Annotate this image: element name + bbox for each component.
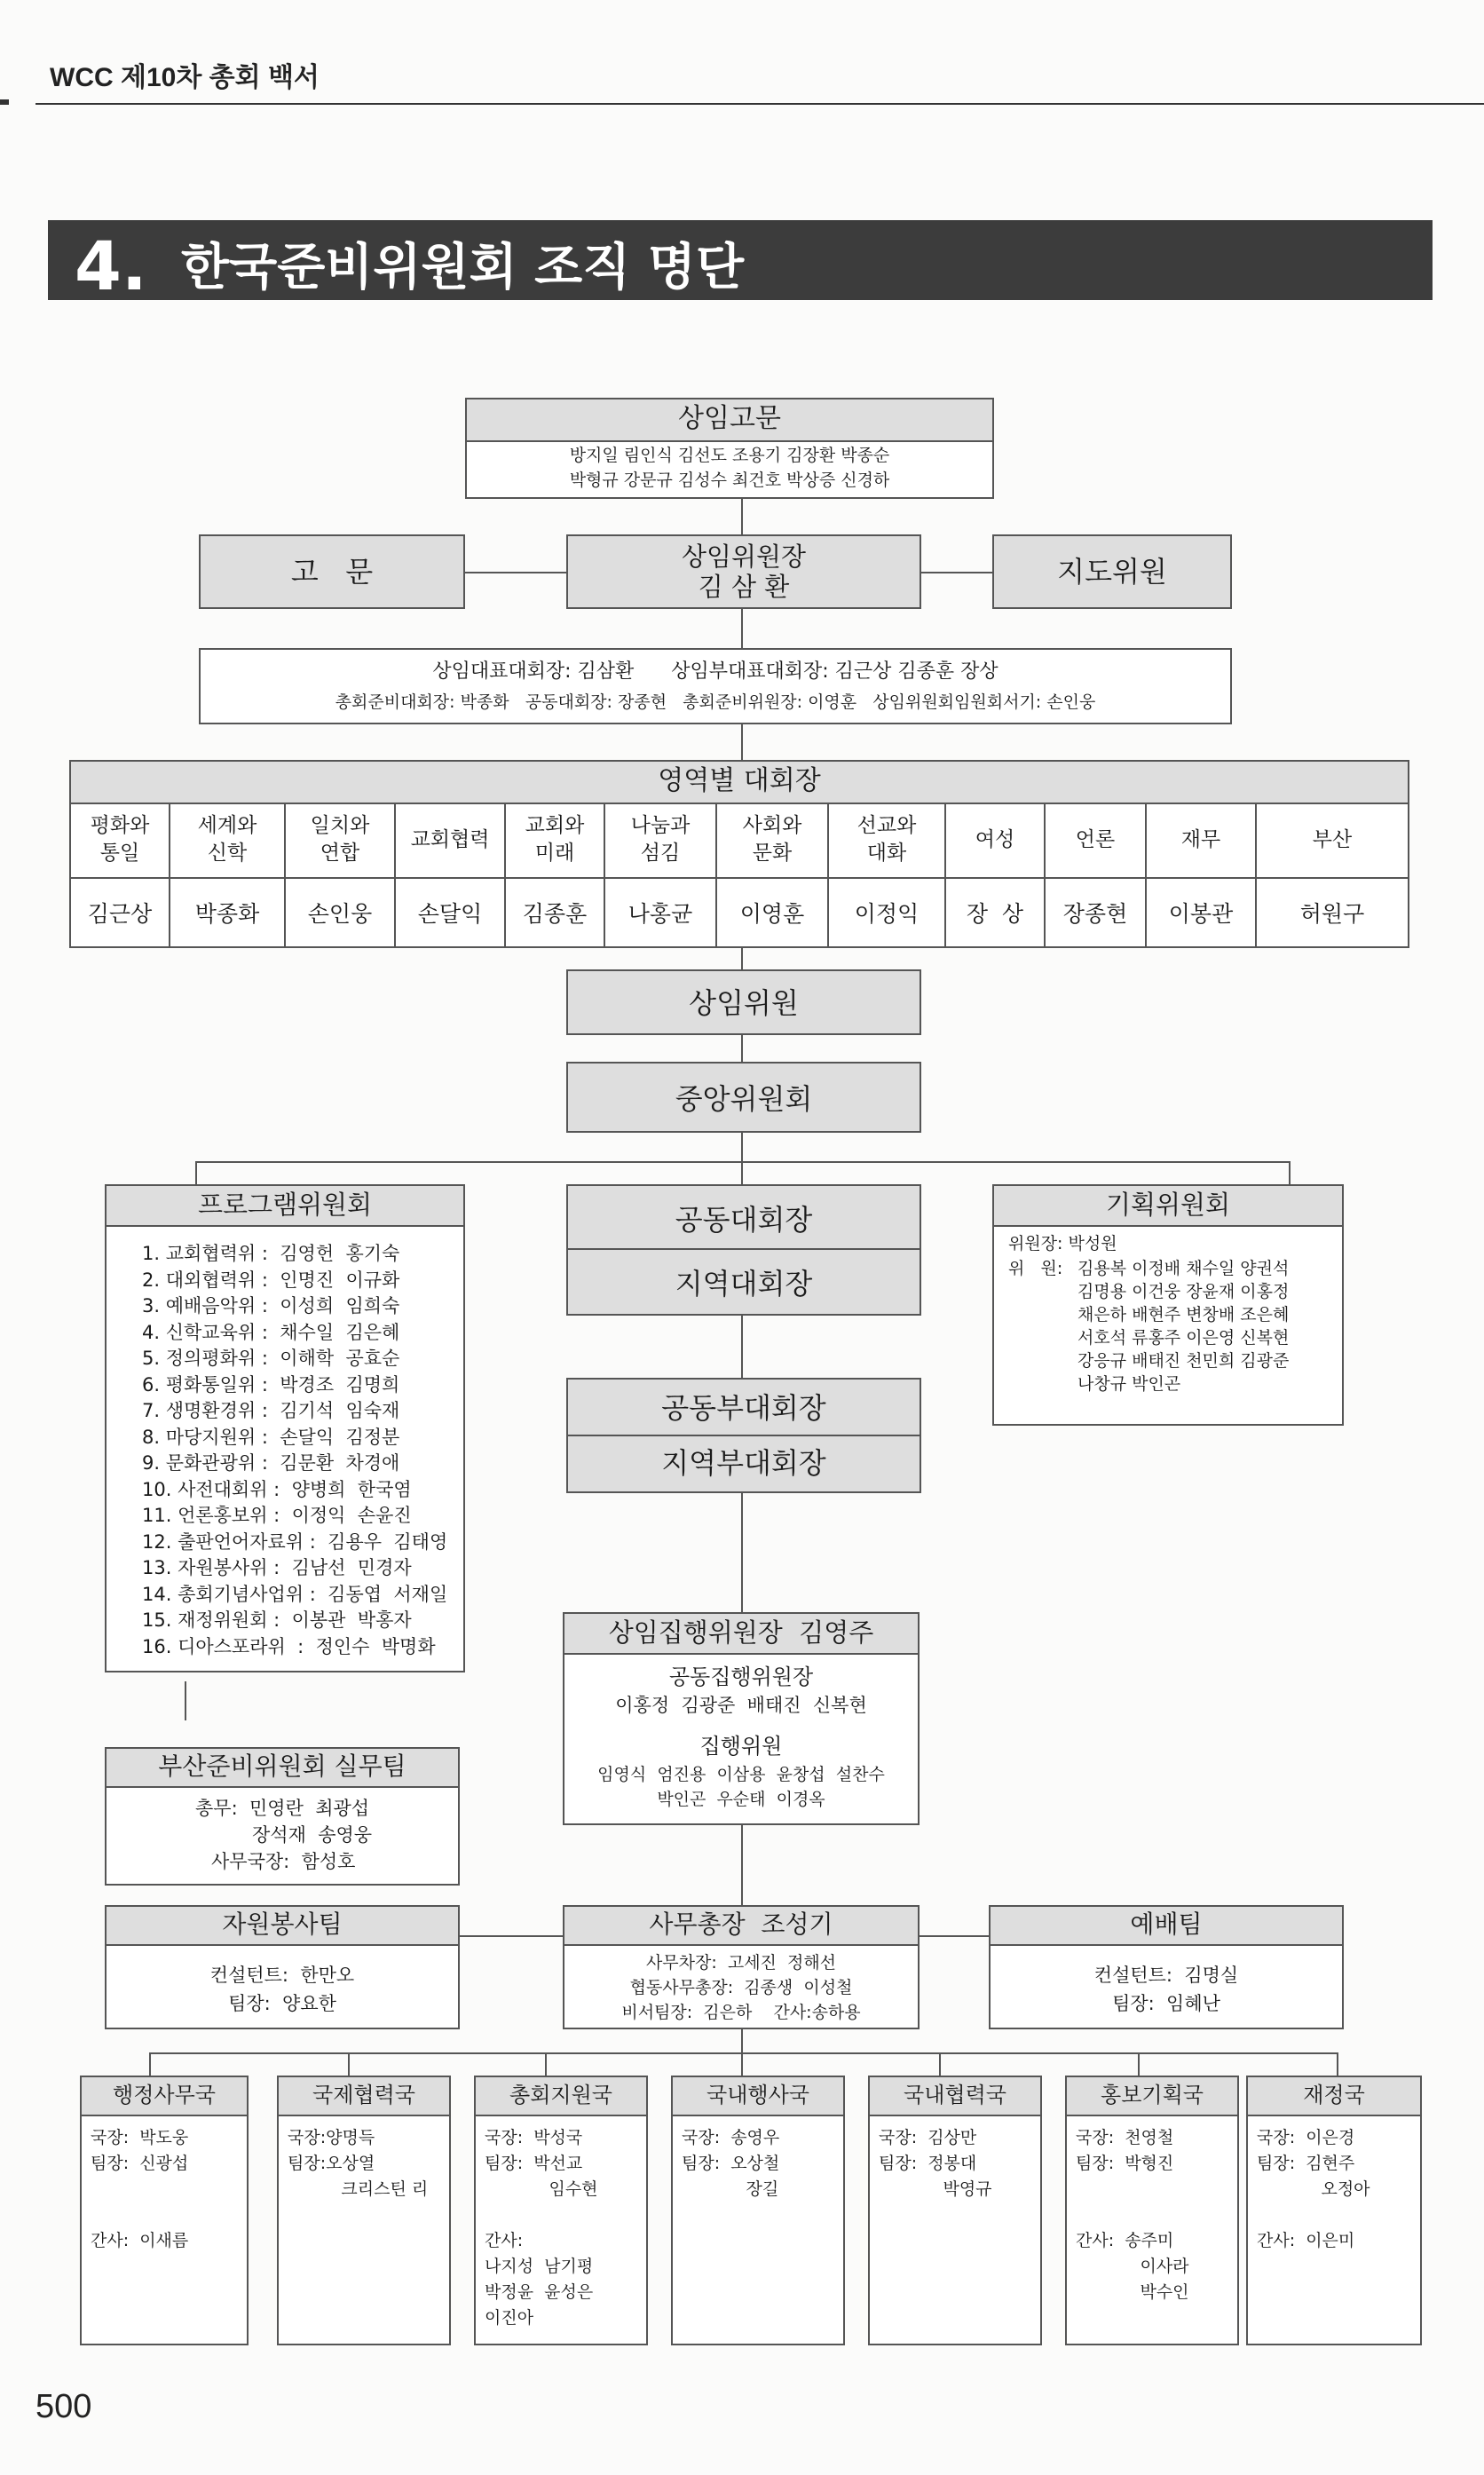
- department-line: 국장: 송영우: [682, 2128, 780, 2147]
- domain-area-2: 세계와 신학: [170, 803, 286, 877]
- adviser-title: 고 문: [290, 555, 374, 589]
- domain-president-4: 손달익: [396, 879, 506, 948]
- connector: [939, 2052, 941, 2076]
- program-list: [142, 1241, 447, 1660]
- department-line: 국장: 박성국: [485, 2128, 583, 2147]
- domain-president-1: 김근상: [71, 879, 170, 948]
- planning-member-line: 채은하 배현주 변창배 조은혜: [1077, 1305, 1290, 1324]
- planning-chair: 위원장: 박성원: [1008, 1234, 1117, 1253]
- connector: [1337, 2052, 1338, 2076]
- worship-team-box: [989, 1905, 1344, 2029]
- department-line: 임수현: [485, 2179, 598, 2199]
- domain-presidents-table: [69, 760, 1409, 948]
- chair-box: [566, 534, 921, 609]
- co-presidents-top: 공동대회장: [675, 1203, 813, 1237]
- domain-area-11: 재무: [1147, 803, 1257, 877]
- department-members: [1257, 2125, 1370, 2254]
- header-tick: [0, 99, 9, 105]
- domain-president-9: 장 상: [946, 879, 1046, 948]
- divider: [568, 1435, 920, 1436]
- program-item: 4. 신학교육위 : 채수일 김은혜: [142, 1321, 400, 1343]
- domain-area-7: 사회와 문화: [717, 803, 829, 877]
- secretary-general-line1: 사무차장: 고세진 정해선: [645, 1953, 837, 1973]
- header-rule: [36, 103, 1484, 105]
- domain-columns: [71, 803, 1408, 946]
- worship-team-line2: 팀장: 임혜난: [1112, 1993, 1220, 2014]
- department-members: [288, 2125, 428, 2202]
- adviser-box: [199, 534, 465, 609]
- department-line: 간사: 송주미: [1076, 2231, 1174, 2250]
- department-line: 국장: 박도웅: [91, 2128, 189, 2147]
- connector: [545, 2052, 547, 2076]
- department-line: 팀장: 김현주: [1257, 2154, 1355, 2173]
- department-line: 박정윤 윤성은: [485, 2282, 594, 2302]
- planning-member-line: 나창규 박인곤: [1077, 1374, 1181, 1394]
- busan-team-line1: 총무: 민영란 최광섭: [195, 1798, 370, 1819]
- connector: [348, 2052, 350, 2076]
- department-line: [1076, 2177, 1189, 2202]
- chair-title: 상임위원장: [681, 542, 807, 572]
- program-item: 9. 문화관광위 : 김문환 차경애: [142, 1452, 400, 1474]
- domain-president-2: 박종화: [170, 879, 286, 948]
- volunteer-team-line2: 팀장: 양요한: [228, 1993, 336, 2014]
- department-line: 이진아: [485, 2308, 534, 2328]
- executive-members-title: 집행위원: [699, 1734, 783, 1759]
- domain-president-11: 이봉관: [1147, 879, 1257, 948]
- department-box: [80, 2076, 249, 2345]
- domain-president-10: 장종현: [1046, 879, 1147, 948]
- domain-area-9: 여성: [946, 803, 1046, 877]
- page-number: 500: [36, 2388, 92, 2425]
- department-line: 간사:: [485, 2231, 524, 2250]
- department-line: 국장: 천영철: [1076, 2128, 1174, 2147]
- directing-box: [992, 534, 1232, 609]
- directing-title: 지도위원: [1057, 555, 1167, 589]
- department-line: [91, 2202, 188, 2228]
- department-members: [91, 2125, 188, 2254]
- department-line: 팀장: 박형진: [1076, 2154, 1174, 2173]
- domain-area-10: 언론: [1046, 803, 1147, 877]
- department-title: 국내행사국: [673, 2077, 843, 2116]
- connector: [185, 1681, 186, 1720]
- worship-team-title: 예배팀: [991, 1907, 1342, 1946]
- volunteer-team-title: 자원봉사팀: [107, 1907, 458, 1946]
- secretary-general-box: [563, 1905, 920, 2029]
- connector: [195, 1161, 1289, 1163]
- section-number: 4.: [75, 226, 147, 305]
- domain-area-12: 부산: [1312, 827, 1353, 851]
- domain-president-12: 허원구: [1299, 900, 1365, 927]
- department-title: 홍보기획국: [1067, 2077, 1237, 2116]
- domain-row-divider: [71, 877, 1408, 879]
- connector: [465, 572, 568, 573]
- co-presidents-bottom: 지역대회장: [675, 1267, 813, 1301]
- program-item: 10. 사전대회위 : 양병희 한국염: [142, 1478, 412, 1500]
- department-line: [1257, 2202, 1370, 2228]
- department-line: 박수인: [1076, 2282, 1189, 2302]
- busan-team-line2: 장석재 송영웅: [252, 1824, 373, 1846]
- program-item: 15. 재정위원회 : 이봉관 박홍자: [142, 1609, 412, 1631]
- executive-title: 상임집행위원장 김영주: [564, 1614, 918, 1655]
- chair-name: 김 삼 환: [698, 572, 790, 602]
- department-box: [1246, 2076, 1422, 2345]
- secretary-general-title: 사무총장 조성기: [564, 1907, 918, 1946]
- busan-team-box: [105, 1747, 460, 1886]
- connector: [1289, 1161, 1291, 1184]
- connector: [1138, 2052, 1140, 2076]
- department-members: [485, 2125, 598, 2331]
- program-item: 3. 예배음악위 : 이성희 임희숙: [142, 1295, 400, 1317]
- co-presidents-box: [566, 1184, 921, 1316]
- program-committee-box: [105, 1184, 465, 1672]
- secretary-general-line2: 협동사무총장: 김종생 이성철: [629, 1978, 853, 1997]
- department-members: [1076, 2125, 1189, 2305]
- busan-team-title: 부산준비위원회 실무팀: [107, 1749, 458, 1788]
- department-line: 국장: 김상만: [879, 2128, 977, 2147]
- department-line: 간사: 이은미: [1257, 2231, 1355, 2250]
- co-vice-bottom: 지역부대회장: [661, 1446, 826, 1480]
- presidents-line2: 총회준비대회장: 박종화 공동대회장: 장종현 총회준비위원장: 이영훈 상임위원회임원회서기: 손인웅: [335, 692, 1096, 712]
- domain-president-6: 나홍균: [605, 879, 717, 948]
- program-committee-title: 프로그램위원회: [107, 1186, 463, 1227]
- standing-advisors-title: 상임고문: [467, 399, 992, 442]
- executive-box: [563, 1612, 920, 1825]
- standing-advisors-line1: 방지일 림인식 김선도 조용기 김장환 박종순: [569, 446, 890, 465]
- department-box: [671, 2076, 845, 2345]
- co-vice-top: 공동부대회장: [661, 1391, 826, 1425]
- domain-area-8: 선교와 대화: [829, 803, 946, 877]
- connector: [149, 2052, 1338, 2054]
- department-line: 간사: 이새름: [91, 2231, 189, 2250]
- section-banner: [48, 220, 1433, 305]
- department-line: 팀장: 신광섭: [91, 2154, 189, 2173]
- program-item: 8. 마당지원위 : 손달익 김정분: [142, 1426, 400, 1448]
- department-box: [474, 2076, 648, 2345]
- standing-members-title: 상임위원: [689, 986, 799, 1020]
- program-item: 2. 대외협력위 : 인명진 이규화: [142, 1269, 400, 1291]
- program-item: 14. 총회기념사업위 : 김동엽 서재일: [142, 1583, 448, 1605]
- planning-members-label: 위 원:: [1008, 1259, 1063, 1278]
- planning-member-line: 서호석 류홍주 이은영 신복현: [1077, 1328, 1290, 1348]
- secretary-general-line3: 비서팀장: 김은하 간사:송하용: [621, 2003, 861, 2022]
- department-line: 박영규: [879, 2179, 992, 2199]
- running-header: WCC 제10차 총회 백서: [50, 63, 320, 92]
- department-title: 국내협력국: [870, 2077, 1040, 2116]
- department-title: 총회지원국: [476, 2077, 646, 2116]
- department-members: [879, 2125, 992, 2202]
- department-line: [1076, 2202, 1189, 2228]
- executive-members-line2: 박인곤 우순태 이경옥: [657, 1790, 825, 1809]
- department-line: 팀장: 정봉대: [879, 2154, 977, 2173]
- divider: [568, 1248, 920, 1250]
- department-line: [91, 2177, 188, 2202]
- department-members: [682, 2125, 779, 2202]
- program-item: 12. 출판언어자료위 : 김용우 김태영: [142, 1530, 448, 1553]
- domain-area-4: 교회협력: [396, 803, 506, 877]
- connector: [920, 572, 994, 573]
- connector: [149, 2052, 151, 2076]
- department-title: 행정사무국: [82, 2077, 247, 2116]
- department-title: 재정국: [1248, 2077, 1420, 2116]
- department-line: 팀장: 박선교: [485, 2154, 583, 2173]
- executive-members-line1: 임영식 엄진용 이삼용 윤창섭 설찬수: [597, 1765, 885, 1784]
- domain-president-5: 김종훈: [506, 879, 605, 948]
- executive-co-names: 이홍정 김광준 배태진 신복현: [615, 1695, 867, 1716]
- program-item: 5. 정의평화위 : 이해학 공효순: [142, 1348, 400, 1369]
- presidents-box: [199, 648, 1232, 724]
- department-box: [868, 2076, 1042, 2345]
- domain-area-5: 교회와 미래: [506, 803, 605, 877]
- volunteer-team-box: [105, 1905, 460, 2029]
- program-item: 16. 디아스포라위 : 정인수 박명화: [142, 1635, 436, 1657]
- connector: [458, 1935, 564, 1937]
- domain-area-3: 일치와 연합: [286, 803, 396, 877]
- department-title: 국제협력국: [279, 2077, 449, 2116]
- domain-president-7: 이영훈: [717, 879, 829, 948]
- connector: [195, 1161, 197, 1184]
- section-title: 한국준비위원회 조직 명단: [181, 239, 745, 297]
- domain-presidents-title: 영역별 대회장: [71, 762, 1408, 804]
- program-item: 1. 교회협력위 : 김영헌 홍기숙: [142, 1243, 400, 1264]
- domain-president-8: 이정익: [829, 879, 946, 948]
- central-committee-box: [566, 1062, 921, 1133]
- department-line: 장길: [682, 2179, 779, 2199]
- department-line: 국장: 이은경: [1257, 2128, 1355, 2147]
- planning-member-line: 김용복 이정배 채수일 양권석: [1077, 1259, 1290, 1278]
- department-line: 팀장: 오상철: [682, 2154, 780, 2173]
- worship-team-line1: 컨설턴트: 김명실: [1093, 1965, 1239, 1986]
- department-line: 국장:양명득: [288, 2128, 375, 2147]
- department-line: 이사라: [1076, 2257, 1189, 2276]
- co-vice-box: [566, 1378, 921, 1493]
- planning-members: [1077, 1257, 1289, 1396]
- program-item: 13. 자원봉사위 : 김남선 민경자: [142, 1557, 412, 1578]
- department-line: [485, 2202, 598, 2228]
- central-committee-title: 중앙위원회: [675, 1082, 813, 1116]
- standing-advisors-box: [465, 398, 994, 499]
- planning-member-line: 강응규 배태진 천민희 김광준: [1077, 1351, 1290, 1371]
- domain-area-1: 평화와 통일: [71, 803, 170, 877]
- connector: [918, 1935, 991, 1937]
- standing-advisors-line2: 박형규 강문규 김성수 최건호 박상증 신경하: [569, 470, 890, 490]
- department-line: 팀장:오상열: [288, 2154, 375, 2173]
- volunteer-team-line1: 컨설턴트: 한만오: [209, 1965, 355, 1986]
- planning-committee-title: 기획위원회: [994, 1186, 1342, 1227]
- busan-team-line3: 사무국장: 함성호: [211, 1851, 356, 1872]
- presidents-line1: 상임대표대회장: 김삼환 상임부대표대회장: 김근상 김종훈 장상: [432, 660, 999, 683]
- department-line: 오정아: [1257, 2179, 1370, 2199]
- department-box: [277, 2076, 451, 2345]
- program-item: 11. 언론홍보위 : 이정익 손윤진: [142, 1505, 412, 1526]
- domain-president-3: 손인웅: [286, 879, 396, 948]
- planning-committee-box: [992, 1184, 1344, 1426]
- standing-members-box: [566, 969, 921, 1035]
- program-item: 7. 생명환경위 : 김기석 임숙재: [142, 1400, 400, 1421]
- planning-member-line: 김명용 이건웅 장윤재 이홍정: [1077, 1282, 1290, 1301]
- program-item: 6. 평화통일위 : 박경조 김명희: [142, 1373, 400, 1396]
- domain-area-6: 나눔과 섬김: [605, 803, 717, 877]
- department-line: 나지성 남기평: [485, 2257, 594, 2276]
- executive-co-title: 공동집행위원장: [668, 1664, 814, 1689]
- department-line: 크리스틴 리: [288, 2179, 429, 2199]
- department-box: [1065, 2076, 1239, 2345]
